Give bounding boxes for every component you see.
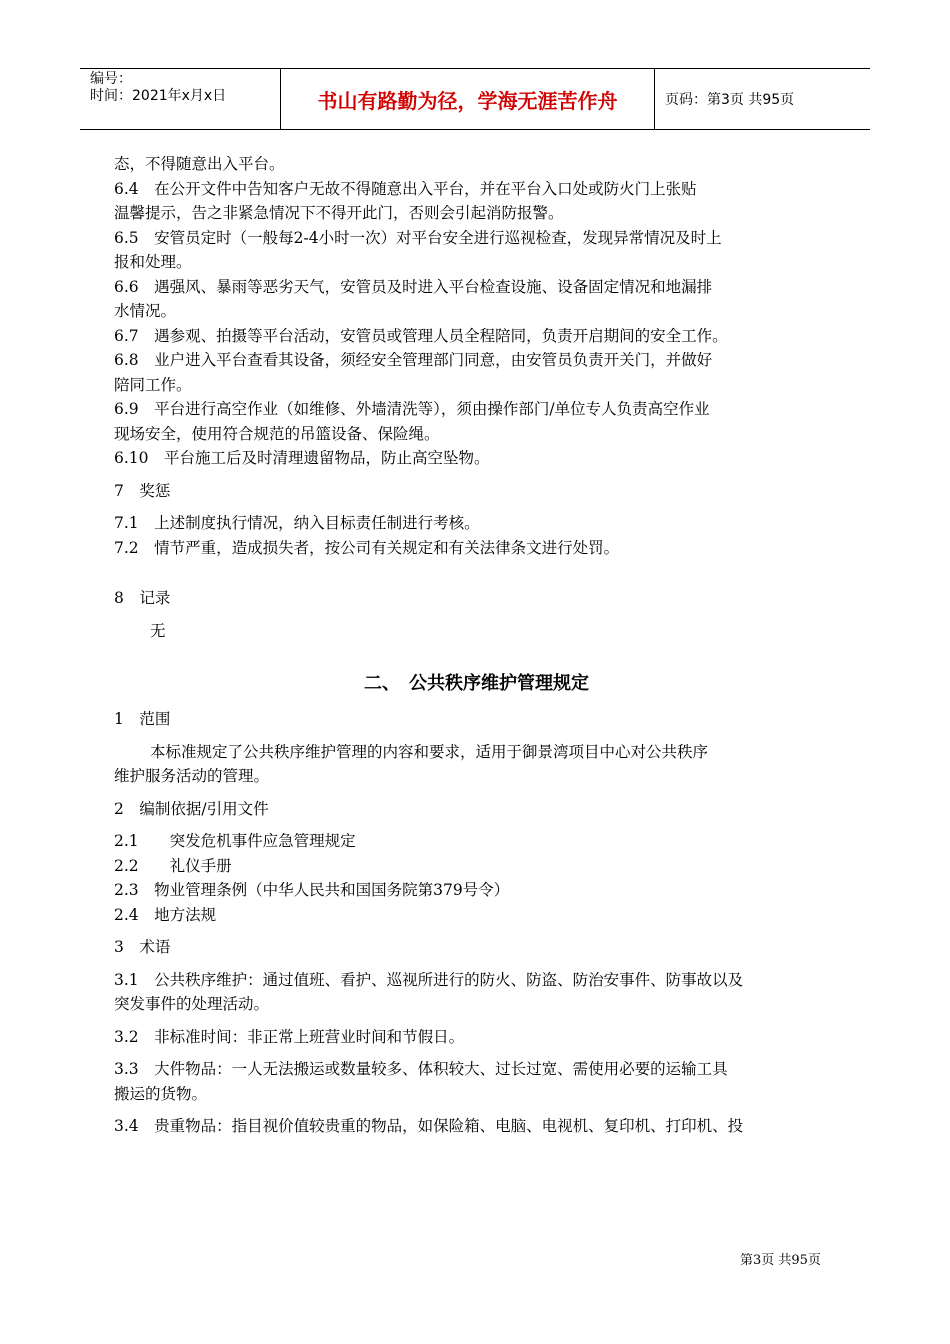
text-line: 水情况。 [114,302,177,320]
document-number-label: 编号： [90,71,132,87]
section-heading-references: 2 编制依据/引用文件 [114,799,269,818]
term-3-3: 3.3 大件物品：一人无法搬运或数量较多、体积较大、过长过宽、需使用必要的运输工具 [114,1060,728,1078]
page-header [80,68,870,130]
text-line: 现场安全，使用符合规范的吊篮设备、保险绳。 [114,424,440,443]
document-date: 时间：2021年x月x日 [90,88,227,104]
document-body [114,152,839,1139]
header-page-info: 页码：第3页 共95页 [665,92,795,108]
reference-2-3: 2.3 物业管理条例（中华人民共和国国务院第379号令） [114,881,510,899]
clause-7-2: 7.2 情节严重，造成损失者，按公司有关规定和有关法律条文进行处罚。 [114,538,620,557]
text-line: 温馨提示，告之非紧急情况下不得开此门，否则会引起消防报警。 [114,204,564,222]
header-motto: 书山有路勤为径，学海无涯苦作舟 [281,69,655,129]
clause-6-7: 6.7 遇参观、拍摄等平台活动，安管员或管理人员全程陪同，负责开启期间的安全工作。 [114,326,728,345]
text-line: 突发事件的处理活动。 [114,995,270,1013]
text-line: 报和处理。 [114,253,192,271]
section-title: 二、 公共秩序维护管理规定 [364,673,589,694]
clause-6-9: 6.9 平台进行高空作业（如维修、外墙清洗等），须由操作部门/单位专人负责高空作业 [114,400,710,418]
reference-2-1: 2.1 突发危机事件应急管理规定 [114,832,356,850]
paragraph-scope: 本标准规定了公共秩序维护管理的内容和要求，适用于御景湾项目中心对公共秩序 [150,742,709,761]
clause-6-8: 6.8 业户进入平台查看其设备，须经安全管理部门同意，由安管员负责开关门，并做好 [114,351,713,369]
records-value: 无 [150,621,166,640]
clause-7-1: 7.1 上述制度执行情况，纳入目标责任制进行考核。 [114,514,480,532]
header-meta [80,69,281,129]
clause-6-10: 6.10 平台施工后及时清理遗留物品，防止高空坠物。 [114,449,490,467]
text-line: 陪同工作。 [114,375,192,394]
reference-2-2: 2.2 礼仪手册 [114,856,232,875]
term-3-1: 3.1 公共秩序维护：通过值班、看护、巡视所进行的防火、防盗、防治安事件、防事故以及 [114,970,744,989]
text-line: 态，不得随意出入平台。 [114,155,285,173]
clause-6-4: 6.4 在公开文件中告知客户无故不得随意出入平台，并在平台入口处或防火门上张贴 [114,179,697,198]
section-heading-records: 8 记录 [114,589,171,607]
term-3-4: 3.4 贵重物品：指目视价值较贵重的物品，如保险箱、电脑、电视机、复印机、打印机、投 [114,1117,744,1135]
section-heading-terms: 3 术语 [114,938,171,956]
reference-2-4: 2.4 地方法规 [114,905,217,924]
clause-6-6: 6.6 遇强风、暴雨等恶劣天气，安管员及时进入平台检查设施、设备固定情况和地漏排 [114,277,713,296]
section-heading-scope: 1 范围 [114,710,171,728]
section-heading-rewards: 7 奖惩 [114,481,171,500]
term-3-2: 3.2 非标准时间：非正常上班营业时间和节假日。 [114,1027,465,1046]
text-line: 搬运的货物。 [114,1084,208,1103]
page-footer: 第3页 共95页 [740,1253,821,1268]
clause-6-5: 6.5 安管员定时（一般每2-4小时一次）对平台安全进行巡视检查，发现异常情况及时上 [114,228,722,247]
text-line: 维护服务活动的管理。 [114,767,270,785]
